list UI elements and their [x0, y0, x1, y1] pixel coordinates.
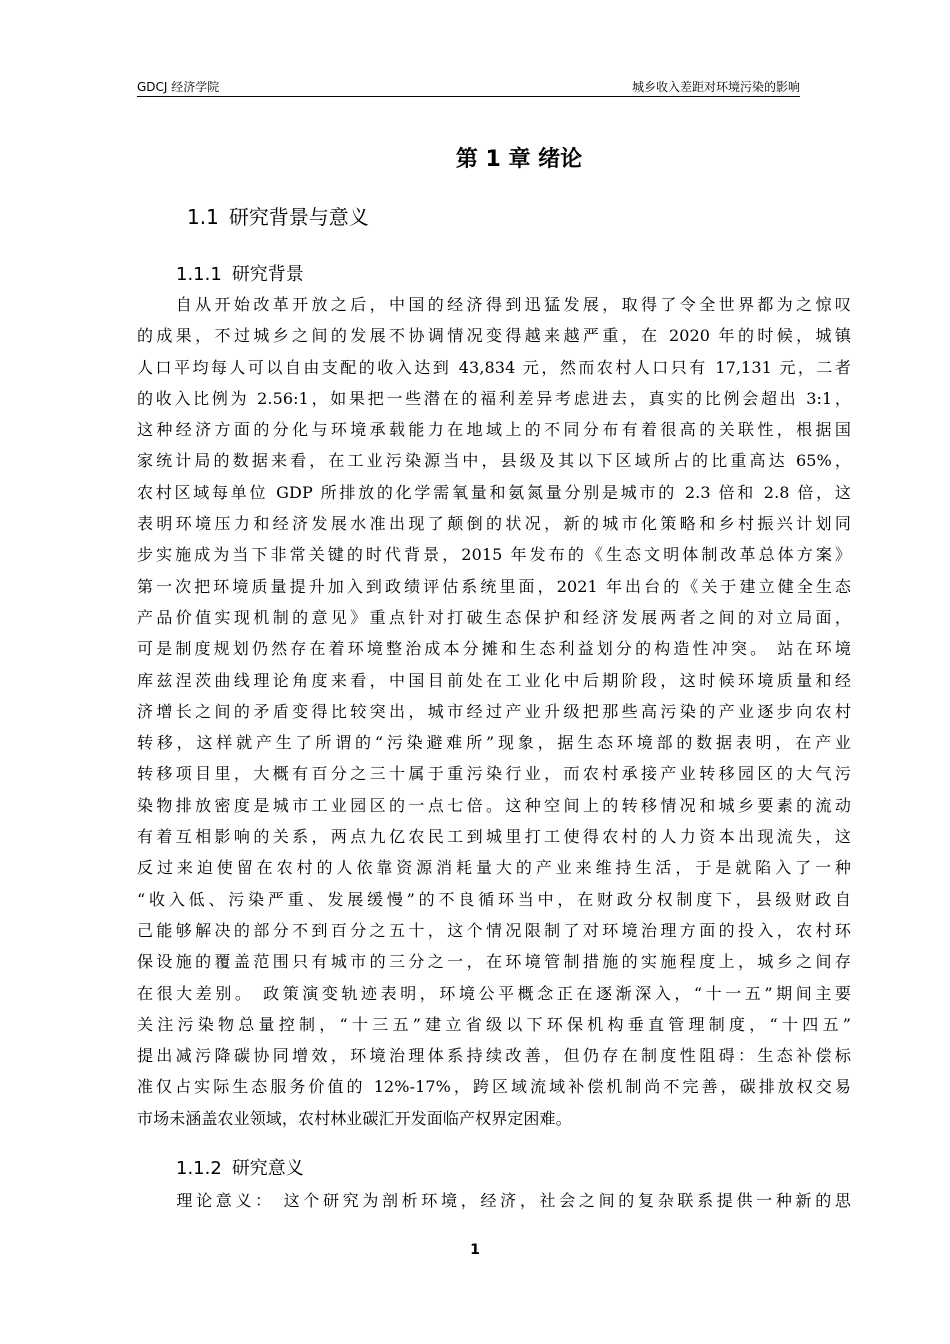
background-paragraph [137, 289, 851, 1134]
subsection-number: 1.1.2 [176, 1158, 222, 1179]
paragraph-line: 关注污染物总量控制，“十三五”建立省级以下环保机构垂直管理制度，“十四五” [137, 1014, 851, 1034]
page-number: 1 [470, 1242, 480, 1258]
paragraph-line: 在很大差别。 政策演变轨迹表明，环境公平概念正在逐渐深入，“十一五”期间主要 [137, 983, 851, 1003]
subsection-title: 研究意义 [231, 1158, 304, 1179]
paragraph-line: 济增长之间的矛盾变得比较突出，城市经过产业升级把那些高污染的产业逐步向农村 [137, 701, 851, 721]
paragraph-line: 有着互相影响的关系，两点九亿农民工到城里打工使得农村的人力资本出现流失，这 [137, 827, 851, 847]
paragraph-line: 理论意义： 这个研究为剖析环境，经济，社会之间的复杂联系提供一种新的思 [137, 1191, 851, 1210]
section-number: 1.1 [187, 205, 219, 229]
paragraph-line: “收入低、污染严重、发展缓慢”的不良循环当中，在财政分权制度下，县级财政自 [137, 889, 851, 909]
paragraph-line: 反过来迫使留在农村的人依靠资源消耗量大的产业来维持生活，于是就陷入了一种 [137, 858, 851, 878]
paragraph-line: 的成果，不过城乡之间的发展不协调情况变得越来越严重，在 2020 年的时候，城镇 [137, 326, 851, 346]
section-heading [187, 203, 369, 231]
paragraph-line: 转移项目里，大概有百分之三十属于重污染行业，而农村承接产业转移园区的大气污 [137, 764, 851, 784]
paragraph-line: 产品价值实现机制的意见》重点针对打破生态保护和经济发展两者之间的对立局面， [137, 607, 851, 627]
paragraph-line: 染物排放密度是城市工业园区的一点七倍。这种空间上的转移情况和城乡要素的流动 [137, 795, 851, 815]
paragraph-line: 提出减污降碳协同增效，环境治理体系持续改善，但仍存在制度性阻碍：生态补偿标 [137, 1046, 851, 1066]
header-left-text: GDCJ 经济学院 [137, 80, 220, 94]
paragraph-line: 市场未涵盖农业领域，农村林业碳汇开发面临产权界定困难。 [137, 1108, 572, 1128]
chapter-title: 第 1 章 绪论 [455, 147, 583, 172]
header-right-text: 城乡收入差距对环境污染的影响 [631, 80, 800, 94]
paragraph-line: 己能够解决的部分不到百分之五十，这个情况限制了对环境治理方面的投入，农村环 [137, 920, 851, 940]
page-header [137, 79, 800, 97]
subsection-number: 1.1.1 [176, 264, 222, 285]
paragraph-line: 准仅占实际生态服务价值的 12%-17%，跨区域流域补偿机制尚不完善，碳排放权交易 [137, 1077, 851, 1097]
paragraph-line: 第一次把环境质量提升加入到政绩评估系统里面，2021 年出台的《关于建立健全生态 [137, 576, 851, 596]
subsection-heading-significance [176, 1156, 304, 1182]
paragraph-line: 保设施的覆盖范围只有城市的三分之一，在环境管制措施的实施程度上，城乡之间存 [137, 952, 851, 972]
paragraph-line: 的收入比例为 2.56:1，如果把一些潜在的福利差异考虑进去，真实的比例会超出 3:1， [137, 388, 851, 408]
paragraph-line: 可是制度规划仍然存在着环境整治成本分摊和生态利益划分的构造性冲突。 站在环境 [137, 639, 851, 659]
paragraph-line: 步实施成为当下非常关键的时代背景，2015 年发布的《生态文明体制改革总体方案》 [137, 545, 851, 565]
paragraph-line: 人口平均每人可以自由支配的收入达到 43,834 元，然而农村人口只有 17,131 元，二者 [137, 357, 851, 377]
paragraph-line: 这种经济方面的分化与环境承载能力在地域上的不同分布有着很高的关联性，根据国 [137, 420, 851, 440]
subsection-title: 研究背景 [231, 264, 304, 285]
paragraph-line: 农村区域每单位 GDP 所排放的化学需氧量和氨氮量分别是城市的 2.3 倍和 2.8 倍，这 [137, 482, 851, 502]
significance-paragraph [137, 1185, 851, 1216]
section-title: 研究背景与意义 [228, 205, 369, 229]
subsection-heading-background [176, 262, 304, 288]
paragraph-line: 表明环境压力和经济发展水准出现了颠倒的状况，新的城市化策略和乡村振兴计划同 [137, 514, 851, 534]
paragraph-line: 转移，这样就产生了所谓的“污染避难所”现象，据生态环境部的数据表明，在产业 [137, 733, 851, 753]
paragraph-line: 库兹涅茨曲线理论角度来看，中国目前处在工业化中后期阶段，这时候环境质量和经 [137, 670, 851, 690]
paragraph-line: 自从开始改革开放之后，中国的经济得到迅猛发展，取得了令全世界都为之惊叹 [137, 295, 851, 314]
paragraph-line: 家统计局的数据来看，在工业污染源当中，县级及其以下区域所占的比重高达 65%， [137, 451, 851, 471]
